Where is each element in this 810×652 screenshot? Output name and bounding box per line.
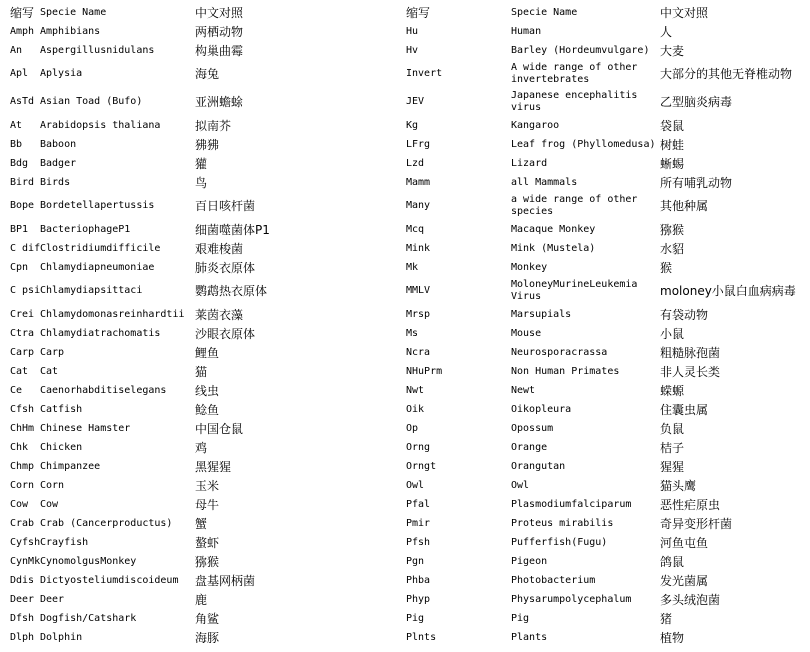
right-abbreviation-cell: NHuPrm <box>406 365 443 377</box>
left-abbreviation-cell: Ce <box>10 384 23 396</box>
table-row <box>10 88 810 116</box>
table-row <box>10 220 810 239</box>
table-row <box>10 552 810 571</box>
left-chinese-name-cell: 鸟 <box>195 175 208 190</box>
left-chinese-name-cell: 蟹 <box>195 516 208 531</box>
right-abbreviation-cell: Mink <box>406 242 431 254</box>
right-abbreviation-cell: Op <box>406 422 419 434</box>
table-row <box>10 419 810 438</box>
left-abbreviation-cell: Carp <box>10 346 35 358</box>
left-abbreviation-cell: Apl <box>10 68 29 79</box>
table-row <box>10 533 810 552</box>
left-abbreviation-cell: Deer <box>10 593 35 605</box>
left-species-name-cell: Caenorhabditiselegans <box>40 384 167 396</box>
left-species-name-cell: Baboon <box>40 138 77 150</box>
left-chinese-name-cell: 猫 <box>195 364 208 379</box>
left-chinese-name-cell: 螯虾 <box>195 535 220 550</box>
left-species-name-cell: Chlamydiatrachomatis <box>40 327 161 339</box>
right-chinese-name-cell: 小鼠 <box>660 326 685 341</box>
left-species-name-cell: Crayfish <box>40 536 89 548</box>
right-chinese-name-cell: 植物 <box>660 630 685 645</box>
left-abbreviation-cell: Dfsh <box>10 612 35 624</box>
left-chinese-name-cell: 亚洲蟾蜍 <box>195 95 244 109</box>
left-abbreviation-cell: C psi <box>10 285 41 296</box>
left-chinese-name-cell: 细菌噬菌体P1 <box>195 222 270 237</box>
left-species-name-cell: BacteriophageP1 <box>40 223 131 235</box>
table-row <box>10 277 810 305</box>
left-species-name-cell: Carp <box>40 346 65 358</box>
table-row <box>10 239 810 258</box>
right-chinese-name-cell: 水貂 <box>660 241 685 256</box>
left-species-name-cell: Chlamydiapneumoniae <box>40 261 155 273</box>
left-species-name-cell: Dolphin <box>40 631 83 643</box>
left-abbreviation-cell: Cpn <box>10 261 29 273</box>
left-abbreviation-cell: Chk <box>10 441 29 453</box>
right-species-name-cell: A wide range of other invertebrates <box>511 62 638 85</box>
left-chinese-name-header: 中文对照 <box>195 5 244 20</box>
right-species-name-cell: Non Human Primates <box>511 365 620 377</box>
right-chinese-name-cell: 人 <box>660 24 673 39</box>
left-chinese-name-cell: 鹿 <box>195 592 208 607</box>
table-row <box>10 173 810 192</box>
table-row <box>10 343 810 362</box>
left-species-name-cell: Clostridiumdifficile <box>40 242 161 254</box>
left-chinese-name-cell: 肺炎衣原体 <box>195 260 256 275</box>
right-species-name-cell: Mink (Mustela) <box>511 242 596 254</box>
left-abbreviation-cell: C dif <box>10 242 41 254</box>
right-species-name-cell: Photobacterium <box>511 574 596 586</box>
right-chinese-name-cell: 蝾螈 <box>660 383 685 398</box>
right-species-name-cell: Physarumpolycephalum <box>511 593 632 605</box>
right-chinese-name-cell: 树蛙 <box>660 137 685 152</box>
left-abbreviation-cell: Cat <box>10 365 29 377</box>
table-row <box>10 381 810 400</box>
left-abbreviation-cell: BP1 <box>10 223 29 235</box>
left-chinese-name-cell: 獾 <box>195 156 208 171</box>
left-chinese-name-cell: 百日咳杆菌 <box>195 199 256 213</box>
right-species-name-cell: Japanese encephalitis virus <box>511 90 638 113</box>
left-species-name-cell: Cow <box>40 498 59 510</box>
right-abbreviation-cell: LFrg <box>406 138 431 150</box>
right-chinese-name-cell: 非人灵长类 <box>660 364 721 379</box>
table-row <box>10 116 810 135</box>
right-species-name-cell: Opossum <box>511 422 554 434</box>
left-chinese-name-cell: 鲤鱼 <box>195 345 220 360</box>
table-row <box>10 590 810 609</box>
right-abbreviation-cell: Ms <box>406 327 419 339</box>
right-chinese-name-cell: 河鱼屯鱼 <box>660 535 709 550</box>
right-abbreviation-cell: Hu <box>406 25 419 37</box>
right-species-name-header: Specie Name <box>511 6 578 18</box>
left-chinese-name-cell: 两栖动物 <box>195 24 244 39</box>
table-row <box>10 60 810 88</box>
table-row <box>10 22 810 41</box>
right-abbreviation-cell: Plnts <box>406 631 437 643</box>
right-abbreviation-cell: Pig <box>406 612 425 624</box>
right-abbreviation-cell: Oik <box>406 403 425 415</box>
left-species-name-cell: Corn <box>40 479 65 491</box>
left-species-name-cell: Chinese Hamster <box>40 422 131 434</box>
left-chinese-name-cell: 拟南芥 <box>195 118 232 133</box>
table-row <box>10 609 810 628</box>
left-species-name-cell: Crab (Cancerproductus) <box>40 517 173 529</box>
left-chinese-name-cell: 玉米 <box>195 478 220 493</box>
left-abbreviation-cell: Bb <box>10 138 23 150</box>
right-chinese-name-cell: 多头绒泡菌 <box>660 592 721 607</box>
right-chinese-name-cell: 猕猴 <box>660 222 685 237</box>
left-abbreviation-cell: Cyfsh <box>10 536 41 548</box>
left-abbreviation-cell: Bird <box>10 176 35 188</box>
left-species-name-cell: Chlamydomonasreinhardtii <box>40 308 185 320</box>
table-row <box>10 628 810 647</box>
table-row <box>10 258 810 277</box>
table-row <box>10 362 810 381</box>
left-chinese-name-cell: 艰难梭菌 <box>195 241 244 256</box>
right-species-name-cell: Monkey <box>511 261 548 273</box>
left-chinese-name-cell: 莱茵衣藻 <box>195 307 244 322</box>
left-species-name-cell: Aspergillusnidulans <box>40 44 155 56</box>
right-species-name-cell: Barley (Hordeumvulgare) <box>511 44 650 56</box>
right-species-name-cell: Newt <box>511 384 536 396</box>
right-species-name-cell: Mouse <box>511 327 542 339</box>
left-abbreviation-cell: Bdg <box>10 157 29 169</box>
left-abbreviation-cell: ChHm <box>10 422 35 434</box>
left-species-name-cell: CynomolgusMonkey <box>40 555 137 567</box>
right-chinese-name-cell: 负鼠 <box>660 421 685 436</box>
right-abbreviation-cell: MMLV <box>406 285 431 296</box>
table-header <box>10 3 810 22</box>
left-chinese-name-cell: 线虫 <box>195 383 220 398</box>
left-abbreviation-cell: Bope <box>10 200 35 211</box>
left-abbreviation-cell: Cfsh <box>10 403 35 415</box>
right-species-name-cell: Marsupials <box>511 308 572 320</box>
left-chinese-name-cell: 鹦鹉热衣原体 <box>195 284 268 298</box>
left-abbreviation-cell: Crei <box>10 308 35 320</box>
right-chinese-name-cell: 住囊虫属 <box>660 402 709 417</box>
left-chinese-name-cell: 海兔 <box>195 67 220 81</box>
table-row <box>10 154 810 173</box>
left-abbreviation-cell: At <box>10 119 23 131</box>
left-chinese-name-cell: 母牛 <box>195 497 220 512</box>
left-chinese-name-cell: 狒狒 <box>195 137 220 152</box>
header-row <box>10 3 810 22</box>
left-abbreviation-cell: Amph <box>10 25 35 37</box>
left-chinese-name-cell: 海豚 <box>195 630 220 645</box>
right-species-name-cell: Pufferfish(Fugu) <box>511 536 608 548</box>
right-species-name-cell: a wide range of other species <box>511 194 638 217</box>
right-abbreviation-cell: Orng <box>406 441 431 453</box>
right-abbreviation-header: 缩写 <box>406 5 431 20</box>
right-abbreviation-cell: Owl <box>406 479 425 491</box>
right-abbreviation-cell: Mcq <box>406 223 425 235</box>
right-species-name-cell: Orangutan <box>511 460 566 472</box>
right-abbreviation-cell: Mk <box>406 261 419 273</box>
left-chinese-name-cell: 鸡 <box>195 440 208 455</box>
left-species-name-cell: Dogfish/Catshark <box>40 612 137 624</box>
right-abbreviation-cell: Many <box>406 200 431 211</box>
left-abbreviation-cell: Chmp <box>10 460 35 472</box>
right-abbreviation-cell: Pmir <box>406 517 431 529</box>
right-species-name-cell: Plasmodiumfalciparum <box>511 498 632 510</box>
left-species-name-cell: Asian Toad (Bufo) <box>40 96 143 107</box>
table-row <box>10 192 810 220</box>
left-species-name-cell: Birds <box>40 176 71 188</box>
right-chinese-name-cell: 袋鼠 <box>660 118 685 133</box>
table-row <box>10 457 810 476</box>
table-row <box>10 438 810 457</box>
right-abbreviation-cell: Pfal <box>406 498 431 510</box>
left-species-name-cell: Arabidopsis thaliana <box>40 119 161 131</box>
right-chinese-name-cell: 粗糙脉孢菌 <box>660 345 721 360</box>
right-abbreviation-cell: Lzd <box>406 157 425 169</box>
right-species-name-cell: Owl <box>511 479 530 491</box>
left-species-name-cell: Chimpanzee <box>40 460 101 472</box>
right-chinese-name-cell: 乙型脑炎病毒 <box>660 95 733 109</box>
left-abbreviation-cell: Ctra <box>10 327 35 339</box>
right-chinese-name-cell: 恶性疟原虫 <box>660 497 721 512</box>
right-species-name-cell: Macaque Monkey <box>511 223 596 235</box>
right-abbreviation-cell: Mrsp <box>406 308 431 320</box>
right-abbreviation-cell: Pfsh <box>406 536 431 548</box>
right-chinese-name-cell: 猩猩 <box>660 459 685 474</box>
right-species-name-cell: Proteus mirabilis <box>511 517 614 529</box>
right-chinese-name-cell: 大部分的其他无脊椎动物 <box>660 67 793 81</box>
left-abbreviation-cell: CynMk <box>10 555 41 567</box>
right-species-name-cell: Lizard <box>511 157 548 169</box>
right-species-name-cell: Orange <box>511 441 548 453</box>
right-chinese-name-cell: 鸽鼠 <box>660 554 685 569</box>
table-row <box>10 514 810 533</box>
table-row <box>10 305 810 324</box>
left-abbreviation-cell: Corn <box>10 479 35 491</box>
table-row <box>10 324 810 343</box>
left-species-name-cell: Dictyosteliumdiscoideum <box>40 574 179 586</box>
right-abbreviation-cell: Kg <box>406 119 419 131</box>
right-chinese-name-cell: 猪 <box>660 611 673 626</box>
left-chinese-name-cell: 盘基网柄菌 <box>195 573 256 588</box>
right-species-name-cell: all Mammals <box>511 176 578 188</box>
right-abbreviation-cell: Pgn <box>406 555 425 567</box>
left-abbreviation-cell: Crab <box>10 517 35 529</box>
right-abbreviation-cell: Phba <box>406 574 431 586</box>
right-chinese-name-cell: 有袋动物 <box>660 307 709 322</box>
left-species-name-cell: Bordetellapertussis <box>40 200 155 211</box>
right-abbreviation-cell: Hv <box>406 44 419 56</box>
species-abbreviation-table <box>10 3 810 647</box>
right-abbreviation-cell: JEV <box>406 96 425 107</box>
left-species-name-cell: Badger <box>40 157 77 169</box>
right-chinese-name-cell: moloney小鼠白血病病毒 <box>660 284 796 298</box>
left-abbreviation-cell: AsTd <box>10 96 35 107</box>
left-chinese-name-cell: 构巢曲霉 <box>195 43 244 58</box>
right-abbreviation-cell: Invert <box>406 68 443 79</box>
table-row <box>10 400 810 419</box>
left-abbreviation-cell: Cow <box>10 498 29 510</box>
right-species-name-cell: Neurosporacrassa <box>511 346 608 358</box>
left-chinese-name-cell: 角鲨 <box>195 611 220 626</box>
right-chinese-name-cell: 大麦 <box>660 43 685 58</box>
left-abbreviation-cell: An <box>10 44 23 56</box>
table-row <box>10 41 810 60</box>
left-abbreviation-cell: Ddis <box>10 574 35 586</box>
right-species-name-cell: Kangaroo <box>511 119 560 131</box>
left-species-name-cell: Catfish <box>40 403 83 415</box>
right-abbreviation-cell: Mamm <box>406 176 431 188</box>
table-row <box>10 571 810 590</box>
right-chinese-name-cell: 发光菌属 <box>660 573 709 588</box>
left-chinese-name-cell: 鲶鱼 <box>195 402 220 417</box>
right-chinese-name-cell: 所有哺乳动物 <box>660 175 733 190</box>
left-species-name-cell: Chicken <box>40 441 83 453</box>
left-species-name-cell: Deer <box>40 593 65 605</box>
right-chinese-name-cell: 奇异变形杆菌 <box>660 516 733 531</box>
left-chinese-name-cell: 猕猴 <box>195 554 220 569</box>
left-species-name-cell: Aplysia <box>40 68 83 79</box>
left-species-name-header: Specie Name <box>40 6 107 18</box>
right-chinese-name-cell: 蜥蜴 <box>660 156 685 171</box>
right-chinese-name-cell: 其他种属 <box>660 199 709 213</box>
right-chinese-name-cell: 桔子 <box>660 440 685 455</box>
right-abbreviation-cell: Ncra <box>406 346 431 358</box>
table-row <box>10 135 810 154</box>
right-chinese-name-cell: 猫头鹰 <box>660 478 697 493</box>
table-body <box>10 22 810 647</box>
left-species-name-cell: Chlamydiapsittaci <box>40 285 143 296</box>
left-abbreviation-cell: Dlph <box>10 631 35 643</box>
right-chinese-name-cell: 猴 <box>660 260 673 275</box>
right-abbreviation-cell: Nwt <box>406 384 425 396</box>
right-species-name-cell: Oikopleura <box>511 403 572 415</box>
left-chinese-name-cell: 黑猩猩 <box>195 459 232 474</box>
right-species-name-cell: MoloneyMurineLeukemia Virus <box>511 279 638 302</box>
table-row <box>10 476 810 495</box>
right-species-name-cell: Leaf frog (Phyllomedusa) <box>511 138 656 150</box>
right-abbreviation-cell: Orngt <box>406 460 437 472</box>
right-species-name-cell: Pigeon <box>511 555 548 567</box>
right-abbreviation-cell: Phyp <box>406 593 431 605</box>
right-species-name-cell: Pig <box>511 612 530 624</box>
right-species-name-cell: Human <box>511 25 542 37</box>
left-chinese-name-cell: 沙眼衣原体 <box>195 326 256 341</box>
left-species-name-cell: Amphibians <box>40 25 101 37</box>
right-chinese-name-header: 中文对照 <box>660 5 709 20</box>
left-species-name-cell: Cat <box>40 365 59 377</box>
table-row <box>10 495 810 514</box>
left-abbreviation-header: 缩写 <box>10 5 35 20</box>
left-chinese-name-cell: 中国仓鼠 <box>195 421 244 436</box>
right-species-name-cell: Plants <box>511 631 548 643</box>
